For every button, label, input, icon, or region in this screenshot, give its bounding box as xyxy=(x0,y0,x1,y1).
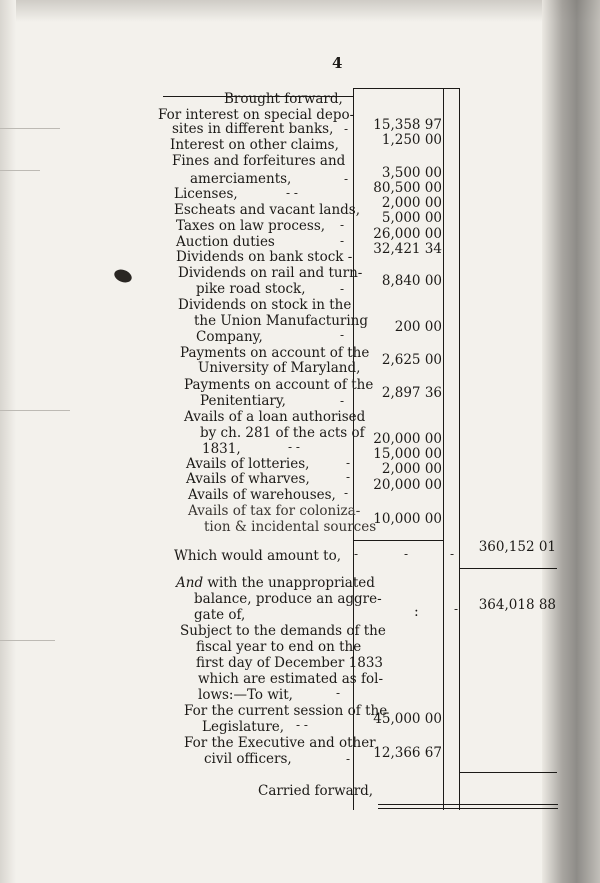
row-amount: 2,000 00 xyxy=(381,195,442,211)
balance-label-rest: with the unappropriated xyxy=(203,575,375,591)
row-label: pike road stock, xyxy=(196,281,306,297)
row-amount: 26,000 00 xyxy=(373,226,442,242)
leader-dash: - xyxy=(450,547,455,561)
row-amount: 15,358 97 xyxy=(373,117,442,133)
row-label: Penitentiary, xyxy=(200,393,286,409)
carried-rule-1 xyxy=(378,804,558,805)
row-amount: 3,500 00 xyxy=(381,165,442,181)
subject-label: Subject to the demands of the xyxy=(180,623,386,639)
row-amount: 32,421 34 xyxy=(373,241,442,257)
leader-dash: - - xyxy=(286,186,298,200)
row-amount: 2,897 36 xyxy=(381,385,442,401)
brought-forward-label: Brought forward, xyxy=(224,91,343,107)
subject-label: first day of December 1833 xyxy=(196,655,384,671)
row-label: Avails of tax for coloniza- xyxy=(188,503,361,519)
expense-label: Legislature, xyxy=(202,719,285,735)
leader-dash: - - xyxy=(288,440,300,454)
carried-forward-label: Carried forward, xyxy=(258,783,374,799)
row-label: Avails of wharves, xyxy=(186,471,310,487)
total-amount: 360,152 01 xyxy=(478,539,556,555)
expense-label: For the current session of the xyxy=(184,703,388,719)
balance-label: gate of, xyxy=(194,607,246,623)
leader-dash: - xyxy=(340,328,345,342)
bleed-through-line xyxy=(0,128,60,129)
row-amount: 20,000 00 xyxy=(373,477,442,493)
bleed-through-line xyxy=(0,170,40,171)
total-label: Which would amount to, xyxy=(174,548,341,564)
column-rule-middle xyxy=(443,88,444,810)
row-label: Fines and forfeitures and xyxy=(172,153,346,169)
column-top-rule xyxy=(353,88,460,89)
row-label: the Union Manufacturing xyxy=(194,313,368,329)
leader-dash: - xyxy=(340,234,345,248)
leader-dash: - xyxy=(346,752,351,766)
expense-total-rule xyxy=(459,772,557,773)
carried-rule-2 xyxy=(378,808,558,809)
subject-label: which are estimated as fol- xyxy=(198,671,384,687)
balance-label xyxy=(176,576,375,590)
page-number: 4 xyxy=(332,54,343,72)
leader-dash: - xyxy=(344,486,349,500)
row-label: Taxes on law process, xyxy=(176,218,326,234)
row-label: Payments on account of the xyxy=(184,377,374,393)
page-binding-shadow xyxy=(542,0,600,883)
row-label: Avails of a loan authorised xyxy=(184,409,366,425)
leader-dash: - xyxy=(336,686,341,700)
row-label: by ch. 281 of the acts of xyxy=(200,425,365,441)
subtotal-rule xyxy=(353,540,443,541)
row-amount: 2,000 00 xyxy=(381,461,442,477)
expense-label: For the Executive and other xyxy=(184,735,376,751)
row-label: Dividends on bank stock - xyxy=(176,249,353,265)
balance-amount: 364,018 88 xyxy=(478,597,556,613)
row-amount: 5,000 00 xyxy=(381,210,442,226)
row-label: sites in different banks, xyxy=(172,121,334,137)
expense-amount: 45,000 00 xyxy=(373,711,442,727)
leader-dash: - xyxy=(354,547,359,561)
row-label: Avails of lotteries, xyxy=(186,456,310,472)
column-rule-left xyxy=(353,88,354,810)
leader-dash: - - xyxy=(296,718,308,732)
row-label: Licenses, xyxy=(174,186,238,202)
row-label: Dividends on stock in the xyxy=(178,297,352,313)
total-rule xyxy=(459,568,557,569)
row-amount: 8,840 00 xyxy=(381,273,442,289)
leader-dash: - xyxy=(340,218,345,232)
expense-label: civil officers, xyxy=(204,751,292,767)
row-label: For interest on special depo- xyxy=(158,107,355,123)
balance-label: balance, produce an aggre- xyxy=(194,591,382,607)
page-shadow-top xyxy=(0,0,600,22)
leader-dash: - xyxy=(344,172,349,186)
ink-blot xyxy=(112,267,133,284)
row-label: Auction duties xyxy=(176,234,275,250)
row-label: Escheats and vacant lands, xyxy=(174,202,361,218)
italic-and: And xyxy=(176,575,204,591)
column-rule-right xyxy=(459,88,460,810)
leader-dash: - xyxy=(340,282,345,296)
row-amount: 20,000 00 xyxy=(373,431,442,447)
page-shadow-left xyxy=(0,0,16,883)
subject-label: lows:—To wit, xyxy=(198,687,293,703)
bleed-through-line xyxy=(0,410,70,411)
row-label: Interest on other claims, xyxy=(170,137,339,153)
row-amount: 15,000 00 xyxy=(373,446,442,462)
leader-dash: - xyxy=(346,470,351,484)
leader-dash: - xyxy=(404,547,409,561)
row-label: 1831, xyxy=(202,441,241,457)
row-amount: 10,000 00 xyxy=(373,511,442,527)
bleed-through-line xyxy=(0,640,55,641)
row-label: University of Maryland, xyxy=(198,360,361,376)
row-label: tion & incidental sources xyxy=(204,519,377,535)
row-label: amerciaments, xyxy=(190,171,292,187)
row-amount: 80,500 00 xyxy=(373,180,442,196)
leader-dash: - xyxy=(344,122,349,136)
row-label: Dividends on rail and turn- xyxy=(178,265,363,281)
row-amount: 2,625 00 xyxy=(381,352,442,368)
leader-dash: - xyxy=(340,394,345,408)
row-label: Avails of warehouses, xyxy=(188,487,336,503)
leader-dash: - xyxy=(346,456,351,470)
row-label: Payments on account of the xyxy=(180,345,370,361)
row-label: Company, xyxy=(196,329,263,345)
row-amount: 200 00 xyxy=(394,319,442,335)
leader-dash: - xyxy=(454,602,459,616)
expense-amount: 12,366 67 xyxy=(373,745,442,761)
row-amount: 1,250 00 xyxy=(381,132,442,148)
subject-label: fiscal year to end on the xyxy=(196,639,362,655)
leader-dash: : xyxy=(414,604,419,620)
